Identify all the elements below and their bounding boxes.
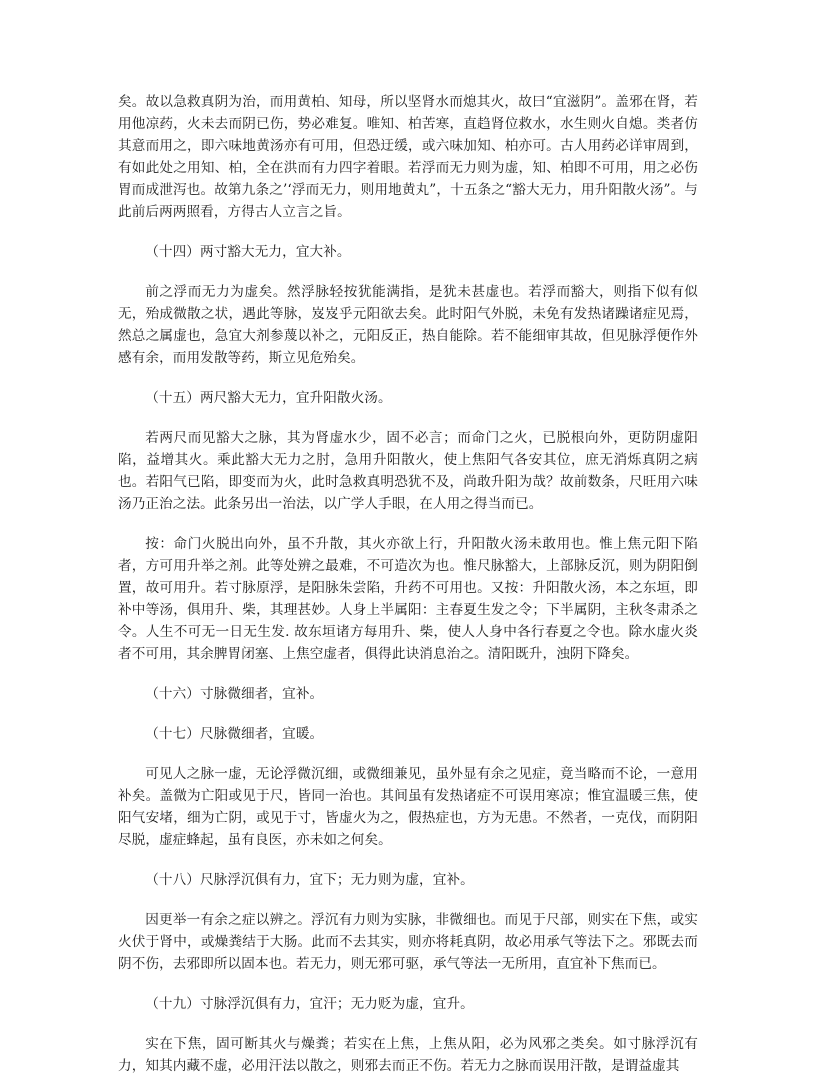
paragraph-gap xyxy=(118,409,698,427)
section-heading: （十七）尺脉微细者，宜暖。 xyxy=(145,726,324,742)
paragraph-gap xyxy=(118,263,698,281)
paragraph-gap xyxy=(118,705,698,723)
paragraph-gap xyxy=(118,975,698,993)
paragraph-gap xyxy=(118,665,698,683)
paragraph: 若两尺而见豁大之脉，其为肾虚水少，固不必言；而命门之火，已脱根向外，更防阴虚阳陷，益增其火。乘此豁大无力之肘，急用升阳散火，使上焦阳气各安其位，庶无消烁真阴之病也。若阳气已陷，即变而为火，此时急救真明恐犹不及，尚敢升阳为哉？故前数条，尺旺用六味汤乃正治之法。此条另出一治法，以广学人手眼，在人用之得当而已。 xyxy=(118,430,698,512)
section-heading: （十五）两尺豁大无力，宜升阳散火汤。 xyxy=(145,390,392,406)
paragraph-gap xyxy=(118,745,698,763)
paragraph: 实在下焦，固可断其火与燥粪；若实在上焦，上焦从阳，必为风邪之类矣。如寸脉浮沉有力，知其内藏不虚，必用汗法以散之，则邪去而正不伤。若无力之脉而误用汗散，是谓益虚其 xyxy=(118,1036,698,1074)
paragraph: 矣。故以急救真阴为治，而用黄柏、知母，所以坚肾水而熄其火，故曰“宜滋阴”。盖邪在肾，若用他凉药，火未去而阴已伤，势必难复。唯知、柏苦寒，直趋肾位救水，水生则火自熄。类者仿其意而用之，即六味地黄汤亦有可用，但恐迂缓，或六味加知、柏亦可。古人用药必详审周到，有如此处之用知、柏，全在洪而有力四字着眼。若浮而无力则为虚，知、柏即不可用，用之必伤胃而成泄泻也。故第九条之’‘浮而无力，则用地黄丸”，十五条之“豁大无力，用升阳散火汤”。与此前后两两照看，方得古人立言之旨。 xyxy=(118,94,698,220)
document-page xyxy=(118,91,698,1074)
paragraph-gap xyxy=(118,891,698,909)
paragraph-gap xyxy=(118,515,698,533)
paragraph-gap xyxy=(118,223,698,241)
section-heading: （十四）两寸豁大无力，宜大补。 xyxy=(145,244,351,260)
paragraph-gap xyxy=(118,369,698,387)
paragraph: 可见人之脉一虚，无论浮微沉细，或微细兼见，虽外显有余之见症，竟当略而不论，一意用补矣。盖微为亡阳或见于尺，皆同一治也。其间虽有发热诸症不可误用寒凉；惟宜温暖三焦，使阳气安堵，细为亡阴，或见于寸，皆虚火为之，假热症也，方为无患。不然者，一克伐，而阴阳尽脱，虚症蜂起，虽有良医，亦未如之何矣。 xyxy=(118,766,698,848)
paragraph-gap xyxy=(118,851,698,869)
section-heading: （十九）寸脉浮沉俱有力，宜汗；无力贬为虚，宜升。 xyxy=(145,996,474,1012)
section-heading: （十六）寸脉微细者，宜补。 xyxy=(145,686,324,702)
paragraph: 因更举一有余之症以辨之。浮沉有力则为实脉，非微细也。而见于尺部，则实在下焦，或实火伏于肾中，或燥粪结于大肠。此而不去其实，则亦将耗真阴，故必用承气等法下之。邪既去而阴不伤，去邪即所以固本也。若无力，则无邪可驱，承气等法一无所用，直宜补下焦而已。 xyxy=(118,912,698,972)
paragraph-gap xyxy=(118,1015,698,1033)
section-heading: （十八）尺脉浮沉俱有力，宜下；无力则为虚，宜补。 xyxy=(145,872,474,888)
paragraph: 前之浮而无力为虚矣。然浮脉轻按犹能满指，是犹未甚虚也。若浮而豁大，则指下似有似无，殆成微散之状，遇此等脉，岌岌乎元阳欲去矣。此时阳气外脱，未免有发热诸躁诸症见焉，然总之属虚也，急宜大剂参蔑以补之，元阳反正，热自能除。若不能细审其故，但见脉浮便作外感有余，而用发散等药，斯立见危殆矣。 xyxy=(118,284,698,366)
paragraph: 按：命门火脱出向外，虽不升散，其火亦欲上行，升阳散火汤未敢用也。惟上焦元阳下陷者，方可用升举之剂。此等处辨之最难，不可造次为也。惟尺脉豁大，上部脉反沉，则为阴阳倒置，故可用升。若寸脉原浮，是阳脉朱尝陷，升药不可用也。又按：升阳散火汤，本之东垣，即补中等汤，俱用升、柴，其理甚妙。人身上半属阳：主春夏生发之令；下半属阴，主秋冬肃杀之令。人生不可无一日无生发. 故东垣诸方每用升、柴，使人人身中各行春夏之令也。除水虚火炎者不可用，其余脾胃闭塞、上焦空虚者，俱得此诀消息治之。清阳既升，浊阴下降矣。 xyxy=(118,536,698,662)
